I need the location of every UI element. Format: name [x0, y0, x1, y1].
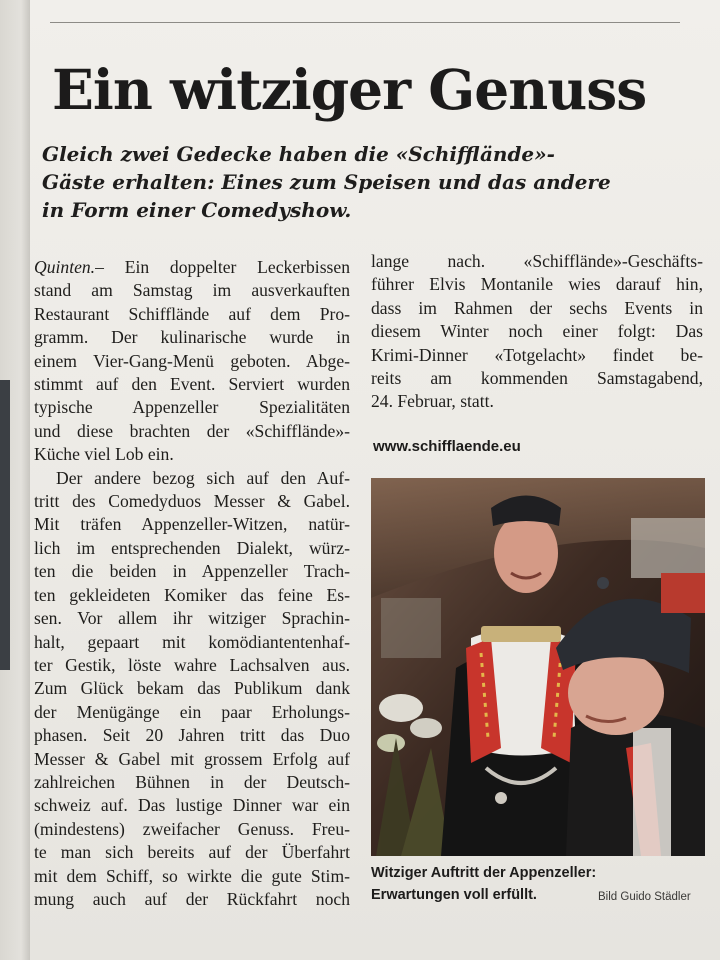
article-column-left — [34, 256, 350, 911]
body-line: diesem Winter noch einer folgt: Das — [371, 321, 703, 342]
body-line: halt, gepaart mit komödiantentenhaf- — [34, 631, 350, 652]
body-line: typische Appenzeller Spezialitäten — [34, 397, 350, 418]
body-line: führer Elvis Montanile wies darauf hin, — [371, 274, 703, 295]
body-line: einem Vier-Gang-Menü geboten. Abge- — [34, 350, 350, 371]
body-line — [34, 256, 350, 279]
subtitle-line: in Form einer Comedyshow. — [42, 198, 352, 222]
body-line: 24. Februar, statt. — [371, 391, 494, 412]
body-line: lange nach. «Schifflände»-Geschäfts- — [371, 251, 703, 271]
body-line: schweiz auf. Das lustige Dinner war ein — [34, 795, 350, 816]
body-line: mit dem Schiff, so wirkte die gute Stim- — [34, 865, 350, 886]
body-line: stimmt auf den Event. Serviert wurden — [34, 374, 350, 395]
subtitle-line: Gleich zwei Gedecke haben die «Schifflände»- — [42, 142, 555, 166]
body-line: dass im Rahmen der sechs Events in — [371, 297, 703, 318]
body-line: lich im entsprechenden Dialekt, würz- — [34, 537, 350, 558]
body-line: der Menügänge ein paar Erholungs- — [34, 701, 350, 722]
subtitle — [42, 140, 682, 224]
subtitle-line: Gäste erhalten: Eines zum Speisen und das andere — [42, 170, 611, 194]
adjacent-page-edge — [0, 0, 30, 960]
caption-line: Erwartungen voll erfüllt. — [371, 887, 537, 903]
dateline: Quinten.– — [34, 257, 104, 277]
caption-line: Witziger Auftritt der Appenzeller: — [371, 865, 597, 881]
body-line: stand am Samstag im ausverkauften — [34, 280, 350, 301]
body-line: sen. Vor allem ihr witziger Sprachin- — [34, 608, 350, 629]
body-line: und diese brachten der «Schifflände»- — [34, 420, 350, 441]
body-line: zahlreichen Bühnen in der Deutsch- — [34, 771, 350, 792]
body-line: Der andere bezog sich auf den Auf- — [56, 467, 350, 488]
body-line-text: Ein doppelter Leckerbissen — [103, 257, 350, 277]
adjacent-page-image-strip — [0, 380, 10, 670]
headline: Ein witziger Genuss — [52, 57, 647, 122]
body-line: mung auch auf der Rückfahrt noch — [34, 888, 350, 909]
body-line: (mindestens) zweifacher Genuss. Freu- — [34, 818, 350, 839]
body-line: Restaurant Schifflände auf dem Pro- — [34, 303, 350, 324]
body-line: Zum Glück bekam das Publikum dank — [34, 678, 350, 699]
body-line: te man sich bereits auf der Überfahrt — [34, 842, 350, 863]
body-line: ten die beiden in Appenzeller Trach- — [34, 561, 350, 582]
body-line: reits am kommenden Samstagabend, — [371, 368, 703, 389]
article-photo — [371, 478, 705, 856]
photo-two-men-icon — [371, 478, 705, 856]
top-rule — [50, 22, 680, 23]
photo-credit: Bild Guido Städler — [598, 891, 691, 903]
body-line: Küche viel Lob ein. — [34, 444, 174, 465]
body-line: gramm. Der kulinarische wurde in — [34, 327, 350, 348]
article-column-right — [371, 250, 703, 414]
body-line: tritt des Comedyduos Messer & Gabel. — [34, 491, 350, 512]
body-line: ter Gestik, löste wahre Lachsalven aus. — [34, 654, 350, 675]
website-link[interactable]: www.schifflaende.eu — [373, 438, 521, 455]
body-line: phasen. Seit 20 Jahren tritt das Duo — [34, 725, 350, 746]
body-line: Mit träfen Appenzeller-Witzen, natür- — [34, 514, 350, 535]
body-line: Krimi-Dinner «Totgelacht» findet be- — [371, 344, 703, 365]
body-line: Messer & Gabel mit grossem Erfolg auf — [34, 748, 350, 769]
body-line: ten gekleideten Komiker das feine Es- — [34, 584, 350, 605]
